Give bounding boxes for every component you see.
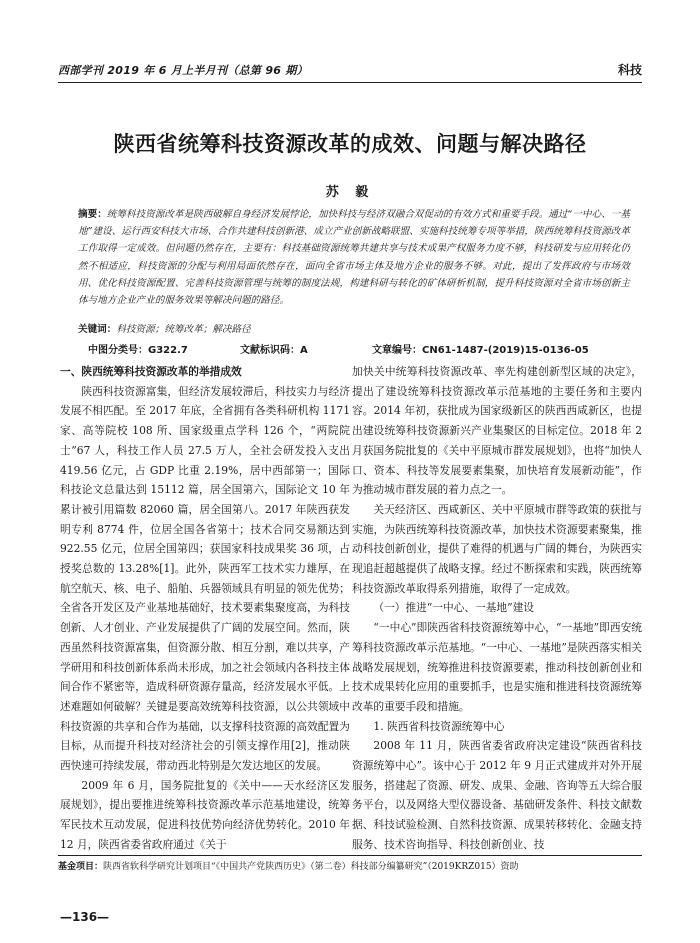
page-number: —136— (60, 910, 110, 924)
paragraph: 关天经济区、西咸新区、关中平原城市群等政策的获批与实施，为陕西统筹科技资源改革，加快技术资源要素聚集，推动科技创新创业，提供了难得的机遇与广阔的舞台，为陕西实现追赶超越提供了战略支撑。经过不断探索和实践，陕西统筹科技资源改革取得系列措施，取得了一定成效。 (352, 502, 642, 595)
abstract (78, 206, 630, 309)
paragraph: 加快关中统筹科技资源改革、率先构建创新型区域的决定》，提出了建设统筹科技资源改革示范基地的主要任务和主要内容。2014 年初，获批成为国家级新区的陕西西咸新区，也提出建设统筹科技资源新兴产业集聚区的目标定位。2018 年 2 月获国务院批复的《关中平原城市群发展规划》，也将“加快人口、资本、科技等发展要素集聚，加快培育发展新动能”，作为推动城市群发展的着力点之一。 (352, 365, 642, 497)
author-name: 苏 毅 (325, 185, 375, 200)
footnote-label: 基金项目： (58, 862, 104, 872)
article-number: 文章编号：CN61-1487-(2019)15-0136-05 (372, 345, 589, 356)
paragraph: 2009 年 6 月，国务院批复的《关中——天水经济区发展规划》，提出要推进统筹科技资源改革示范基地建设，统筹军民技术互动发展，促进科技优势向经济优势转化。2010 年 12 月，陕西省委省政府通过《关于 (60, 778, 350, 851)
article-title: 陕西省统筹科技资源改革的成效、问题与解决路径 (113, 132, 587, 156)
footnote (58, 855, 642, 874)
right-column (352, 362, 642, 855)
paragraph: 2008 年 11 月，陕西省委省政府决定建设“陕西省科技资源统筹中心”。该中心于 2012 年 9 月正式建成并对外开展服务，搭建起了资源、研发、成果、金融、咨询等五大综合服务平台，以及网络大型仪器设备、基础研发条件、科技文献数据、科技试验检测、自然科技资源、成果转移转化、金融支持服务、技术咨询指导、科技创新创业、技 (352, 739, 642, 851)
document-code: 文献标识码：A (240, 345, 308, 356)
section-name: 科技 (617, 63, 642, 77)
running-header (58, 60, 642, 83)
left-column (60, 362, 350, 855)
keywords-text: 科技资源；统筹改革；解决路径 (116, 324, 251, 335)
subsection-heading: （一）推进“一中心、一基地”建设 (373, 601, 534, 615)
section-heading: 一、陕西统筹科技资源改革的举措成效 (60, 365, 242, 378)
abstract-text: 统筹科技资源改革是陕西破解自身经济发展悖论，加快科技与经济双融合双促动的有效方式和重要手段。通过“一中心、一基地”建设、运行西安科技大市场、合作共建科技创新港、成立产业创新战略联盟、实施科技统筹专项等举措，陕西统筹科技资源改革工作取得一定成效。但问题仍然存在，主要有：科技基础资源统筹共建共享与技术成果产权服务力度不够，科技研发与应用转化仍然不相适应，科技资源的分配与利用局面依然存在，面向全省市场主体及地方企业的服务不够。对此，提出了发挥政府与市场效用、优化科技资源配置、完善科技资源管理与统筹的制度法规，构建科研与转化的矿体研析机制，提升科技资源对全省市场创新主体与地方企业产业的服务效果等解决问题的路径。 (78, 209, 630, 307)
abstract-label: 摘要： (78, 209, 107, 220)
footnote-text: 陕西省软科学研究计划项目“《中国共产党陕西历史》（第二卷）科技部分编纂研究”（2019KRZ015）资助 (103, 862, 519, 872)
paragraph: 陕西科技资源富集，但经济发展较滞后，科技实力与经济发展不相匹配。至 2017 年底，全省拥有各类科研机构 1171 家、高等院校 108 所、国家级重点学科 126 个，“两院院士”67 人，科技工作人员 27.5 万人，全社会研发投入支出 419.56 亿元，占 GDP 比重 2.19%，居中西部第一；国际科技论文总量达到 15112 篇，居全国第六，国际论文 10 年累计被引用篇数 82060 篇，居全国第八。2017 年陕西获发明专利 8774 件，位居全国各省第十；技术合同交易额达到 922.55 亿元，位居全国第四；获国家科技成果奖 36 项，占授奖总数的 13.28%[1]。此外，陕西军工技术实力雄厚，在航空航天、核、电子、船舶、兵器领域具有明显的领先优势；全省各开发区及产业基地基础好，技术要素集聚度高，为科技创新、人才创业、产业发展提供了广阔的发展空间。然而，陕西虽然科技资源富集，但资源分散、相互分割，难以共享，产学研用和科技创新体系尚未形成，加之社会领域内各科技主体间合作不紧密等，造成科研资源存量高，经济发展水平低。上述难题如何破解？关键是要高效统筹科技资源，以公共领域中科技资源的共享和合作为基础，以支撑科技资源的高效配置为目标，从而提升科技对经济社会的引领支撑作用[2]，推动陕西快速可持续发展，带动西北特别是欠发达地区的发展。 (60, 384, 350, 773)
paragraph: “一中心”即陕西省科技资源统筹中心，“一基地”即西安统筹科技资源改革示范基地。“一中心、一基地”是陕西落实相关战略发展规划，统筹推进科技资源要素，推动科技创新创业和技术成果转化应用的重要抓手，也是实施和推进科技资源统筹改革的重要手段和措施。 (352, 621, 642, 713)
keywords (78, 321, 630, 335)
clc-number: 中图分类号：G322.7 (88, 345, 188, 356)
journal-name: 西部学刊 2019 年 6 月上半月刊（总第 96 期） (58, 64, 308, 77)
subsubsection-heading: 1. 陕西省科技资源统筹中心 (373, 719, 505, 733)
keywords-label: 关键词： (78, 324, 117, 335)
